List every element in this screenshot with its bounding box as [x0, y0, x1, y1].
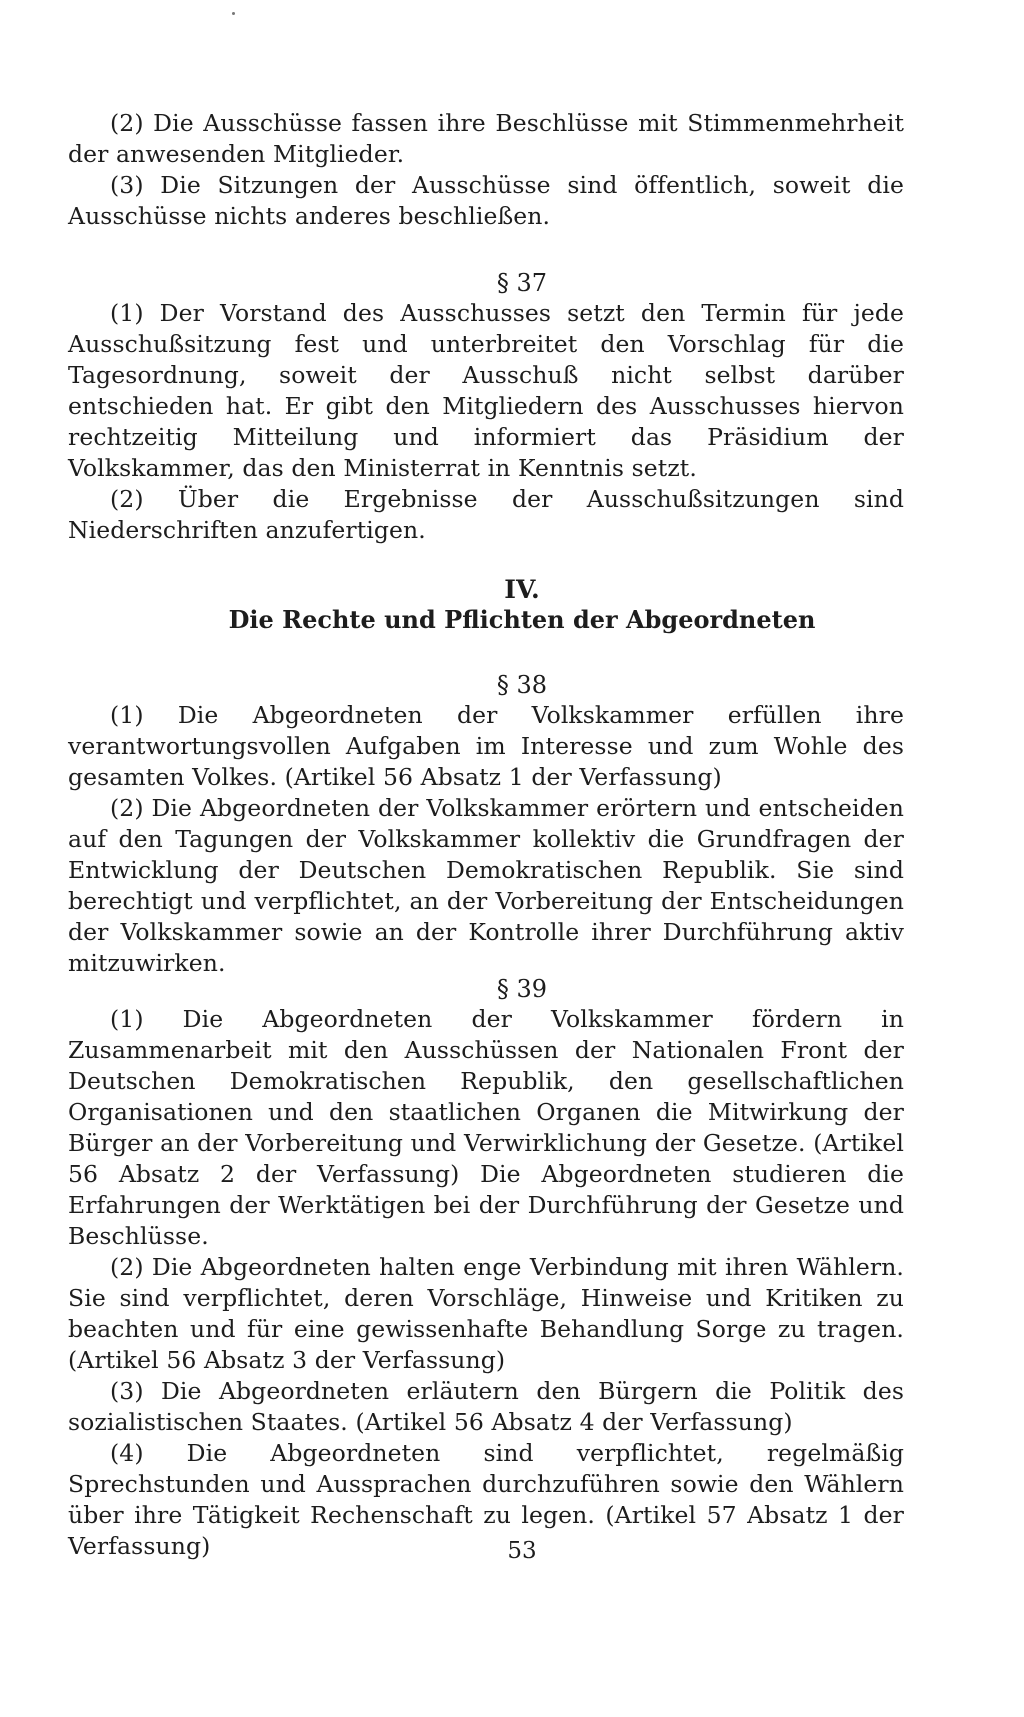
section-37-body [68, 298, 904, 546]
paragraph: (2) Die Ausschüsse fassen ihre Beschlüsse mit Stimmenmehrheit der anwesenden Mitglieder. [68, 109, 904, 168]
page-number: 53 [507, 1538, 537, 1564]
paragraph: (4) Die Abgeordneten sind verpflichtet, regelmäßig Sprechstunden und Aussprachen durchzuführen sowie den Wählern über ihre Tätigkeit Rechenschaft zu legen. (Artikel 57 Absatz 1 der Verfassung) [68, 1439, 904, 1560]
paragraph: (3) Die Abgeordneten erläutern den Bürgern die Politik des sozialistischen Staates. (Artikel 56 Absatz 4 der Verfassung) [68, 1377, 904, 1436]
paragraph: (3) Die Sitzungen der Ausschüsse sind öffentlich, soweit die Ausschüsse nichts anderes beschließen. [68, 171, 904, 230]
paragraph: (2) Über die Ergebnisse der Ausschußsitzungen sind Niederschriften anzufertigen. [68, 485, 904, 544]
paragraph: (2) Die Abgeordneten der Volkskammer erörtern und entscheiden auf den Tagungen der Volkskammer kollektiv die Grundfragen der Entwicklung der Deutschen Demokratischen Republik. Sie sind berechtigt und verpflichtet, an der Vorbereitung der Entscheidungen der Volkskammer sowie an der Kontrolle ihrer Durchführung aktiv mitzuwirken. [68, 794, 904, 977]
section-39-body [68, 1004, 904, 1562]
section-38-body [68, 700, 904, 979]
chapter-title: Die Rechte und Pflichten der Abgeordneten [228, 605, 816, 634]
chapter-number: IV. [504, 575, 540, 604]
scan-speck [232, 12, 235, 15]
section-heading-38: § 38 [496, 671, 548, 699]
paragraph: (1) Die Abgeordneten der Volkskammer erfüllen ihre verantwortungsvollen Aufgaben im Interesse und zum Wohle des gesamten Volkes. (Artikel 56 Absatz 1 der Verfassung) [68, 701, 904, 791]
paragraph: (1) Die Abgeordneten der Volkskammer fördern in Zusammenarbeit mit den Ausschüssen der Nationalen Front der Deutschen Demokratischen Republik, den gesellschaftlichen Organisationen und den staatlichen Organen die Mitwirkung der Bürger an der Vorbereitung und Verwirklichung der Gesetze. (Artikel 56 Absatz 2 der Verfassung) Die Abgeordneten studieren die Erfahrungen der Werktätigen bei der Durchführung der Gesetze und Beschlüsse. [68, 1005, 904, 1250]
top-paragraphs [68, 108, 904, 232]
paragraph: (2) Die Abgeordneten halten enge Verbindung mit ihren Wählern. Sie sind verpflichtet, deren Vorschläge, Hinweise und Kritiken zu beachten und für eine gewissenhafte Behandlung Sorge zu tragen. (Artikel 56 Absatz 3 der Verfassung) [68, 1253, 904, 1374]
section-heading-39: § 39 [496, 975, 548, 1003]
paragraph: (1) Der Vorstand des Ausschusses setzt den Termin für jede Ausschußsitzung fest und unterbreitet den Vorschlag für die Tagesordnung, soweit der Ausschuß nicht selbst darüber entschieden hat. Er gibt den Mitgliedern des Ausschusses hiervon rechtzeitig Mitteilung und informiert das Präsidium der Volkskammer, das den Ministerrat in Kenntnis setzt. [68, 299, 904, 482]
section-heading-37: § 37 [496, 269, 548, 297]
